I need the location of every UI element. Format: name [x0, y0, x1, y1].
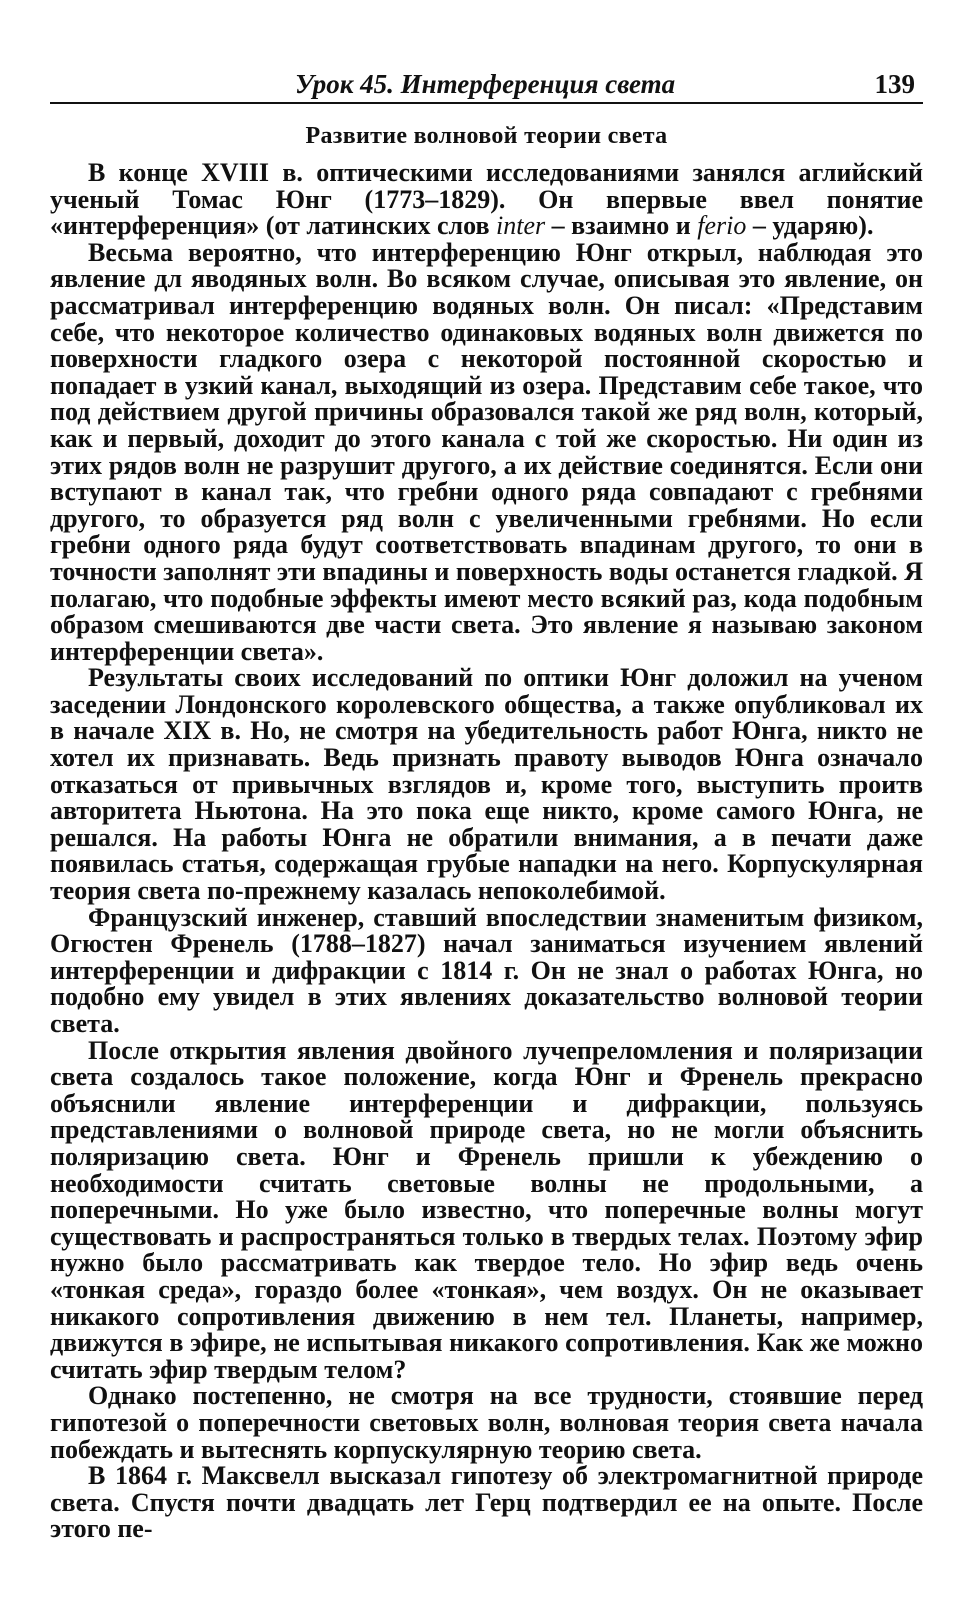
section-title: Развитие волновой теории света: [305, 123, 668, 149]
paragraph-6: Однако постепенно, не смотря на все трудности, стоявшие перед гипотезой о поперечности световых волн, волновая теория света начала побеждать и вытеснять корпускулярную теорию света.: [50, 1381, 923, 1464]
paragraph-2: Весьма вероятно, что интерференцию Юнг открыл, наблюдая это явление дл яводяных волн. Во всяком случае, описывая это явление, он рассматривал интерференцию водяных волн. Он писал: «Представим себе, что некоторое количество одинаковых водяных волн движется по поверхности гладкого озера с некоторой постоянной скоростью и попадает в узкий канал, выходящий из озера. Представим себе такое, что под действием другой причины образовался такой же ряд волн, который, как и первый, доходит до этого канала с той же скоростью. Ни один из этих рядов волн не разрушит другого, а их действие соединятся. Если они вступают в канал так, что гребни одного ряда совпадают с гребнями другого, то образуется ряд волн с увеличенными гребнями. Но если гребни одного ряда будут соответствовать впадинам другого, то они в точности заполнят эти впадины и поверхность воды останется гладкой. Я полагаю, что подобные эффекты имеют место всякий раз, кода подобным образом смешиваются две части света. Это явление я называю законом интерференции света».: [50, 237, 923, 666]
page-number: 139: [874, 69, 915, 99]
paragraph-7: В 1864 г. Максвелл высказал гипотезу об электромагнитной природе света. Спустя почти двадцать лет Герц подтвердил ее на опыте. После этого пе-: [50, 1461, 923, 1544]
paragraph-1-text-c: – ударяю).: [746, 211, 874, 241]
latin-word-inter: inter: [496, 211, 546, 241]
book-page: [50, 58, 923, 1543]
paragraph-3: Результаты своих исследований по оптики Юнг доложил на ученом заседении Лондонского королевского общества, а также опубликовал их в начале XIX в. Но, не смотря на убедительность работ Юнга, никто не хотел их признавать. Ведь признать правоту выводов Юнга означало отказаться от привычных взглядов и, кроме того, выступить проитв авторитета Ньютона. На это пока еще никто, кроме самого Юнга, не решался. На работы Юнга не обратили внимания, а в печати даже появилась статья, содержащая грубые нападки на него. Корпускулярная теория света по-прежнему казалась непоколебимой.: [50, 663, 923, 906]
paragraph-1-text-b: – взаимно и: [545, 211, 698, 241]
paragraph-1-text-a: В конце XVIII в. оптическими исследованиями занялся аглийский ученый Томас Юнг (1773–1829). Он впервые ввел понятие «интерференция» (от латинских слов: [50, 158, 923, 241]
paragraph-5: После открытия явления двойного лучепреломления и поляризации света создалось такое положение, когда Юнг и Френель прекрасно объяснили явление интерференции и дифракции, пользуясь представлениями о волновой природе света, но не могли объяснить поляризацию света. Юнг и Френель пришли к убеждению о необходимости считать световые волны не продольными, а поперечными. Но уже было известно, что поперечные волны могут существовать и распространяться только в твердых телах. Поэтому эфир нужно было рассматривать как твердое тело. Но эфир ведь очень «тонкая среда», гораздо более «тонкая», чем воздух. Он не оказывает никакого сопротивления движению в нем тел. Планеты, например, движутся в эфире, не испытывая никакого сопротивления. Как же можно считать эфир твердым телом?: [50, 1035, 923, 1384]
header-title: Урок 45. Интерференция света: [295, 69, 676, 99]
running-header: [50, 58, 923, 104]
latin-word-ferio: ferio: [697, 211, 747, 241]
paragraph-4: Французский инженер, ставший впоследствии знаменитым физиком, Огюстен Френель (1788–1827) начал заниматься изучением явлений интерференции и дифракции с 1814 г. Он не знал о работах Юнга, но подобно ему увидел в этих явлениях доказательство волновой теории света.: [50, 902, 923, 1038]
paragraph-1: [50, 160, 923, 240]
